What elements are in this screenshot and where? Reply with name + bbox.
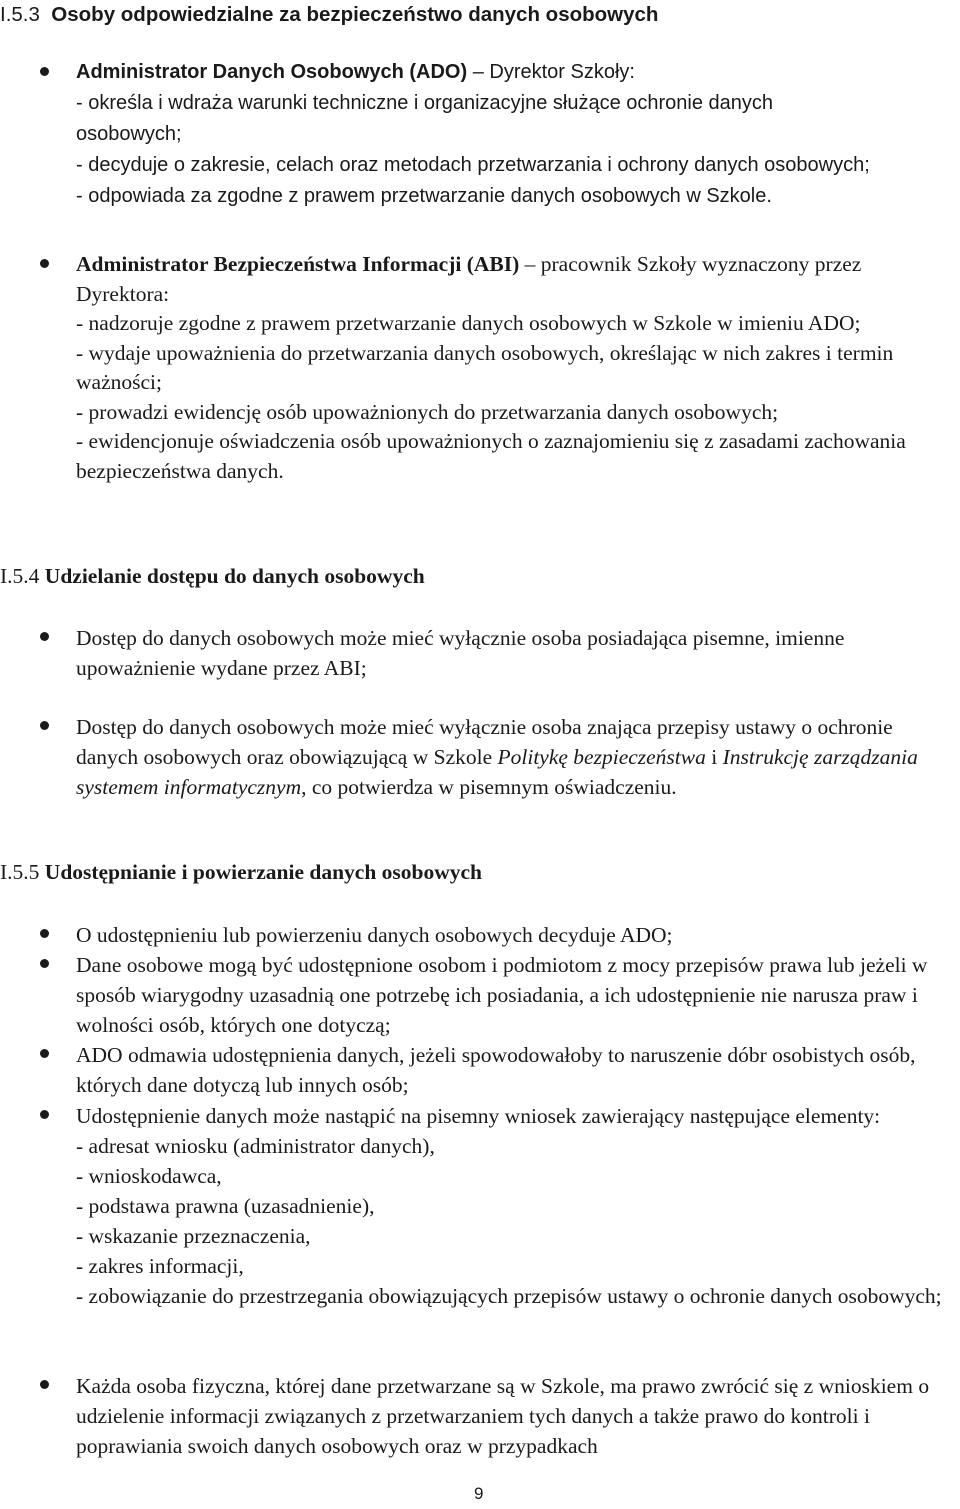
item-text: Dostęp do danych osobowych może mieć wyłącznie osoba znająca przepisy ustawy o ochronie danych osobowych oraz obowiązującą w Szkole (76, 715, 893, 769)
section-heading-i55 (0, 857, 482, 887)
item-lead: Administrator Danych Osobowych (ADO) (76, 61, 468, 83)
item-line: - nadzoruje zgodne z prawem przetwarzanie danych osobowych w Szkole w imieniu ADO; (76, 311, 861, 335)
section-heading-i53 (0, 0, 658, 30)
section-number: I.5.5 (0, 860, 40, 884)
item-line: - podstawa prawna (uzasadnienie), (76, 1194, 375, 1218)
item-line: - zobowiązanie do przestrzegania obowiązujących przepisów ustawy o ochronie danych osobowych; (76, 1284, 942, 1308)
item-text: O udostępnieniu lub powierzeniu danych osobowych decyduje ADO; (76, 923, 673, 947)
bullet-icon (40, 1110, 51, 1121)
list-item-share-4 (76, 1101, 960, 1311)
bullet-icon (40, 259, 51, 270)
item-text: Udostępnienie danych może nastąpić na pisemny wniosek zawierający następujące elementy: (76, 1104, 881, 1128)
item-line: - określa i wdraża warunki techniczne i organizacyjne służące ochronie danych osobowych; (76, 92, 774, 145)
item-italic: Instrukcję zarządzania systemem informatycznym (76, 745, 918, 799)
list-item-share-5 (76, 1371, 960, 1461)
bullet-icon (40, 959, 51, 970)
section-title: Udzielanie dostępu do danych osobowych (44, 564, 425, 588)
section-number: I.5.3 (0, 3, 40, 26)
bullet-icon (40, 929, 51, 940)
list-item-share-2 (76, 950, 960, 1040)
item-line: - wnioskodawca, (76, 1164, 222, 1188)
section-title: Osoby odpowiedzialne za bezpieczeństwo danych osobowych (51, 3, 659, 26)
item-line: - zakres informacji, (76, 1254, 244, 1278)
bullet-icon (40, 632, 51, 643)
section-title: Udostępnianie i powierzanie danych osobowych (44, 860, 483, 884)
item-line: - odpowiada za zgodne z prawem przetwarzanie danych osobowych w Szkole. (76, 185, 772, 207)
item-line: - prowadzi ewidencję osób upoważnionych do przetwarzania danych osobowych; (76, 399, 779, 424)
list-item-share-3 (76, 1040, 960, 1100)
item-rest: – pracownik Szkoły wyznaczony przez Dyrektora: (76, 252, 862, 306)
item-line: - wydaje upoważnienia do przetwarzania danych osobowych, określając w nich zakres i termin ważności; (76, 340, 894, 394)
item-lead: Administrator Bezpieczeństwa Informacji (ABI) (76, 252, 520, 276)
list-item-share-1 (76, 920, 960, 950)
list-item-abi (76, 250, 956, 486)
list-item-access-2 (76, 712, 956, 802)
section-heading-i54 (0, 561, 425, 591)
item-text: i (705, 745, 723, 769)
page-number: 9 (474, 1484, 484, 1503)
item-text: Dostęp do danych osobowych może mieć wyłącznie osoba posiadająca pisemne, imienne upoważnienie wydane przez ABI; (76, 626, 845, 680)
item-line: - ewidencjonuje oświadczenia osób upoważnionych o zaznajomieniu się z zasadami zachowania bezpieczeństwa danych. (76, 429, 906, 483)
list-item-ado (76, 57, 960, 212)
bullet-icon (40, 67, 51, 78)
item-text: ADO odmawia udostępnienia danych, jeżeli spowodowałoby to naruszenie dóbr osobistych osób, których dane dotyczą lub innych osób; (76, 1043, 916, 1097)
section-number: I.5.4 (0, 564, 40, 588)
item-text: , co potwierdza w pisemnym oświadczeniu. (301, 775, 677, 799)
item-line: - wskazanie przeznaczenia, (76, 1224, 311, 1248)
item-rest: – Dyrektor Szkoły: (467, 61, 635, 83)
list-item-access-1 (76, 623, 926, 683)
item-line: - adresat wniosku (administrator danych), (76, 1134, 435, 1158)
item-text: Dane osobowe mogą być udostępnione osobom i podmiotom z mocy przepisów prawa lub jeżeli w sposób wiarygodny uzasadnią one potrzebę ich posiadania, a ich udostępnienie nie narusza praw i wolności osób, których one dotyczą; (76, 953, 928, 1037)
bullet-icon (40, 721, 51, 732)
item-italic: Politykę bezpieczeństwa (497, 745, 706, 769)
item-line: - decyduje o zakresie, celach oraz metodach przetwarzania i ochrony danych osobowych; (76, 154, 870, 176)
item-text: Każda osoba fizyczna, której dane przetwarzane są w Szkole, ma prawo zwrócić się z wnioskiem o udzielenie informacji związanych z przetwarzaniem tych danych a także prawo do kontroli i poprawiania swoich danych osobowych oraz w przypadkach (76, 1374, 930, 1458)
bullet-icon (40, 1380, 51, 1391)
bullet-icon (40, 1049, 51, 1060)
